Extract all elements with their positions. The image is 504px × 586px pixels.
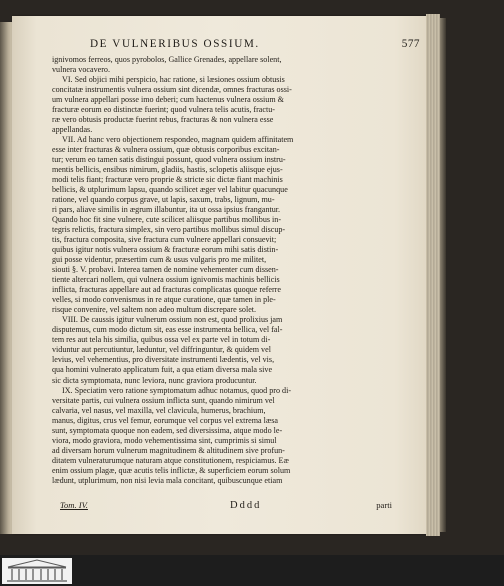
text-line: levius, vel vehementius, pro diversitate instrumenti lædentis, vel vis, xyxy=(52,355,275,365)
text-line: tur; verum eo tamen satis distingui possunt, quod vulnera ossium instru- xyxy=(52,155,286,165)
text-line: ditatem vulneraturumque naturam atque constitutionem, respiciamus. Eæ xyxy=(52,455,289,465)
text-line: lædunt, utplurimum, non nisi levia mala concitant, quibuscunque etiam xyxy=(52,475,283,485)
page-number: 577 xyxy=(401,38,420,50)
text-line: VIII. De caussis igitur vulnerum ossium non est, quod prolixius jam xyxy=(62,315,283,325)
text-line: tis, fractura composita, sive fractura cum vulnere appellari consuevit; xyxy=(52,235,277,245)
text-line: ri pars, aliave similis in ægrum illabuntur, ita ut ossa ipsius frangantur. xyxy=(52,205,281,215)
text-line: disputemus, cum modo dictum sit, eas esse instrumenta bellica, vel fal- xyxy=(52,325,283,335)
text-line: tem res aut tela his similia, quibus ossa vel ex parte vel in totum di- xyxy=(52,335,271,345)
volume-mark: Tom. IV. xyxy=(60,500,88,510)
book-cover-edge xyxy=(440,18,446,532)
text-line: ratione, vel quando corpus grave, ut lapis, saxum, trabs, lignum, mu- xyxy=(52,195,275,205)
text-line: modi telis fiant; fracturæ vero proprie & stricte sic dictæ fiant machinis xyxy=(52,175,283,185)
text-line: Quando hoc fit sine vulnere, cute scilicet aliisque partibus mollibus in- xyxy=(52,215,282,225)
page-edges xyxy=(426,14,440,536)
signature-mark: Dddd xyxy=(230,500,262,511)
text-line: manus, digitus, crus vel femur, eorumque vel corpus vel extrema læsa xyxy=(52,415,279,425)
text-line: velles, si modo convenismus in re atque curatione, quæ tamen in ple- xyxy=(52,295,276,305)
text-line: tiente altercari nollem, qui vulnera ossium ignivomis machinis bellicis xyxy=(52,275,280,285)
library-building-icon[interactable] xyxy=(2,558,72,584)
body-text xyxy=(52,55,400,486)
text-line: inflicta, fracturas appellare aut ad fracturas complicatas quoque referre xyxy=(52,285,281,295)
text-line: viora, modo graviora, modo vehementissima sint, cumprimis si simul xyxy=(52,435,277,445)
text-line: gui posse videntur, præsertim cum & usus vulgaris pro me militet, xyxy=(52,255,267,265)
text-line: concitatæ instrumentis vulnera ossium sint dicendæ, omnes fracturas ossi- xyxy=(52,85,292,95)
page-footer xyxy=(60,500,392,514)
text-line: viduntur aut percutiuntur, læduntur, vel diffringuntur, & quidem vel xyxy=(52,345,271,355)
text-line: VI. Sed objici mihi perspicio, hac ratione, si læsiones ossium obtusis xyxy=(62,75,285,85)
text-line: sunt, symptomata quoque non eadem, sed diversissima, atque modo le- xyxy=(52,425,283,435)
text-line: vulnera vocavero. xyxy=(52,65,110,75)
text-line: bellicis, & utplurimum lapsu, quando scilicet æger vel labitur quacunque xyxy=(52,185,288,195)
text-line: esse inter fracturas & vulnera ossium, quæ obtusis corporibus excitan- xyxy=(52,145,280,155)
viewer-bottom-bar xyxy=(0,555,504,586)
text-line: um vulnera appellari posse imo deberi; cum hactenus vulnera ossium & xyxy=(52,95,284,105)
text-line: IX. Speciatim vero ratione symptomatum adhuc notamus, quod pro di- xyxy=(62,385,292,395)
text-line: tegris relictis, fractura simplex, sin vero partibus mollibus simul discup- xyxy=(52,225,286,235)
text-line: mentis bellicis, ensibus nimirum, gladiis, hastis, sclopetis aliisque ejus- xyxy=(52,165,283,175)
text-line: ræ vero obtusis productæ fuerint rebus, fracturas & non vulnera esse xyxy=(52,115,274,125)
text-line: ignivomos ferreos, quos pyrobolos, Gallice Grenades, appellare solent, xyxy=(52,55,282,64)
text-line: appellandas. xyxy=(52,125,93,135)
text-line: versitate partis, cui vulnera ossium inflicta sunt, quando nimirum vel xyxy=(52,395,275,405)
text-line: VII. Ad hanc vero objectionem respondeo, magnam quidem affinitatem xyxy=(62,135,294,145)
text-line: ad diversam horum vulnerum magnitudinem & altitudinem sive profun- xyxy=(52,445,285,455)
text-line: siouti §. V. probavi. Interea tamen de nomine vehementer cum dissen- xyxy=(52,265,279,275)
text-line: qua homini vulnerato applicatum fuit, a qua etiam diversa mala sive xyxy=(52,365,273,375)
text-line: calvaria, vel nasus, vel maxilla, vel clavicula, humerus, brachium, xyxy=(52,405,266,415)
text-line: quibus igitur notis vulnera ossium & fracturæ eorum mihi satis distin- xyxy=(52,245,279,255)
text-line: risque convenire, vel saltem non adeo multum discrepare solet. xyxy=(52,305,257,315)
text-line: enim ossium plagæ, quæ acutis telis inflictæ, & superficiem eorum solum xyxy=(52,465,291,475)
catchword: parti xyxy=(376,500,392,510)
text-line: sic dicta symptomata, nunc leviora, nunc graviora producuntur. xyxy=(52,375,257,385)
running-header xyxy=(76,38,420,54)
running-title: DE VULNERIBUS OSSIUM. xyxy=(90,38,260,50)
text-line: fracturæ eorum eo distinctæ fuerint; quod vulnera telis acutis, fractu- xyxy=(52,105,275,115)
